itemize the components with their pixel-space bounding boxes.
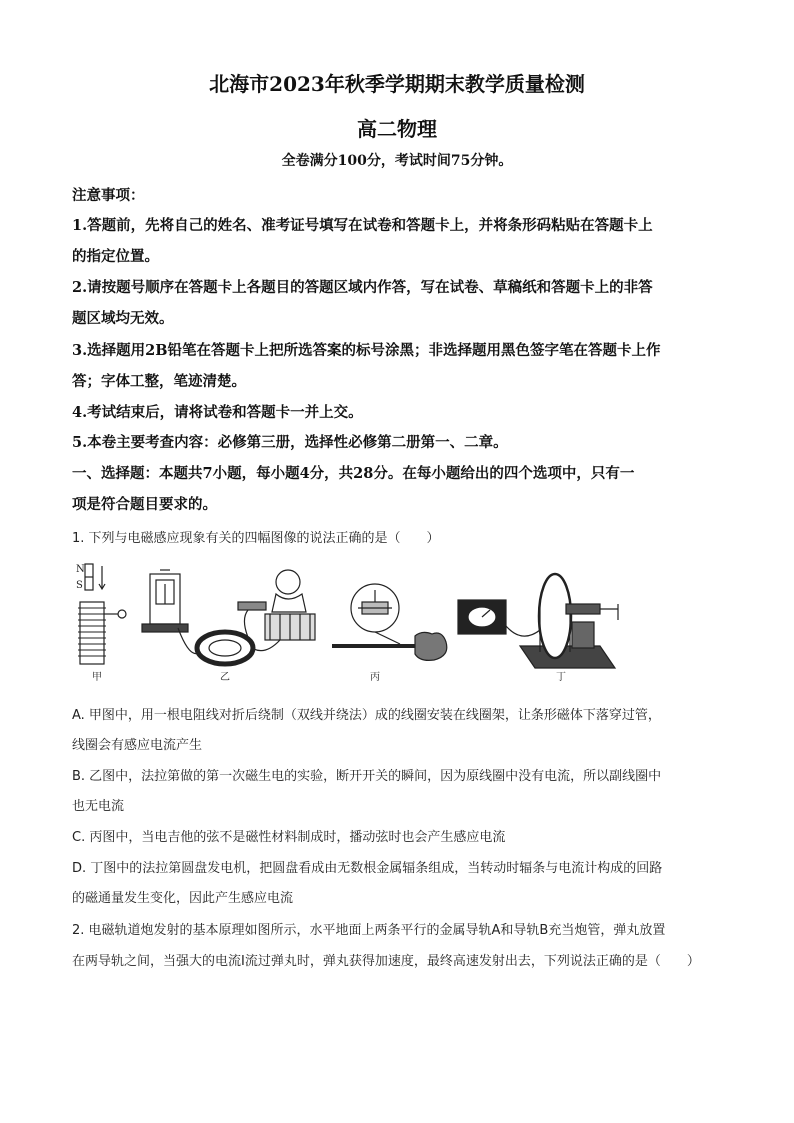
note-line: 题区域均无效。 xyxy=(72,310,174,327)
note-line: 的指定位置。 xyxy=(72,248,159,265)
question-2-stem: 2. 电磁轨道炮发射的基本原理如图所示，水平地面上两条平行的金属导轨A和导轨B充当炮管，弹丸放置 xyxy=(72,923,666,938)
section-heading-cont: 项是符合题目要求的。 xyxy=(72,496,217,513)
question-1-stem: 1. 下列与电磁感应现象有关的四幅图像的说法正确的是（ ） xyxy=(72,531,440,546)
exam-title: 北海市2023年秋季学期期末教学质量检测 xyxy=(209,72,585,96)
option-a-cont: 线圈会有感应电流产生 xyxy=(72,738,203,753)
figure-bing xyxy=(332,584,447,660)
option-b: B. 乙图中，法拉第做的第一次磁生电的实验，断开开关的瞬间，因为原线圈中没有电流，所以副线圈中 xyxy=(72,769,662,784)
option-d: D. 丁图中的法拉第圆盘发电机，把圆盘看成由无数根金属辐条组成，当转动时辐条与电流计构成的回路 xyxy=(72,861,663,876)
note-line: 答；字体工整，笔迹清楚。 xyxy=(72,373,246,390)
note-line: 3.选择题用2B铅笔在答题卡上把所选答案的标号涂黑；非选择题用黑色签字笔在答题卡上作 xyxy=(72,342,661,359)
label-n: N xyxy=(76,564,85,575)
note-line: 2.请按题号顺序在答题卡上各题目的答题区域内作答，写在试卷、草稿纸和答题卡上的非答 xyxy=(72,279,653,296)
label-bing: 丙 xyxy=(370,672,380,683)
label-jia: 甲 xyxy=(92,672,102,683)
label-ding: 丁 xyxy=(556,672,566,683)
subject-title: 高二物理 xyxy=(357,117,437,141)
figure-yi xyxy=(142,570,315,664)
figure-jia xyxy=(78,564,126,664)
question-2-stem-cont: 在两导轨之间，当强大的电流I流过弹丸时，弹丸获得加速度，最终高速发射出去，下列说法正确的是（ ） xyxy=(72,954,700,969)
option-c: C. 丙图中，当电吉他的弦不是磁性材料制成时，播动弦时也会产生感应电流 xyxy=(72,830,506,845)
option-d-cont: 的磁通量发生变化，因此产生感应电流 xyxy=(72,891,294,906)
figure-ding xyxy=(458,574,618,668)
note-line: 1.答题前，先将自己的姓名、准考证号填写在试卷和答题卡上，并将条形码粘贴在答题卡上 xyxy=(72,217,653,234)
notes-heading: 注意事项： xyxy=(72,187,145,204)
option-b-cont: 也无电流 xyxy=(72,799,125,814)
exam-info: 全卷满分100分，考试时间75分钟。 xyxy=(281,153,513,169)
option-a: A. 甲图中，用一根电阻线对折后绕制（双线并绕法）成的线圈安装在线圈架，让条形磁体下落穿过管， xyxy=(72,708,661,723)
label-s: S xyxy=(76,580,83,591)
note-line: 4.考试结束后，请将试卷和答题卡一并上交。 xyxy=(72,404,363,421)
label-yi: 乙 xyxy=(220,672,230,683)
note-line: 5.本卷主要考查内容：必修第三册，选择性必修第二册第一、二章。 xyxy=(72,434,508,451)
question-1-figure xyxy=(70,560,630,685)
section-heading: 一、选择题：本题共7小题，每小题4分，共28分。在每小题给出的四个选项中，只有一 xyxy=(72,465,635,482)
